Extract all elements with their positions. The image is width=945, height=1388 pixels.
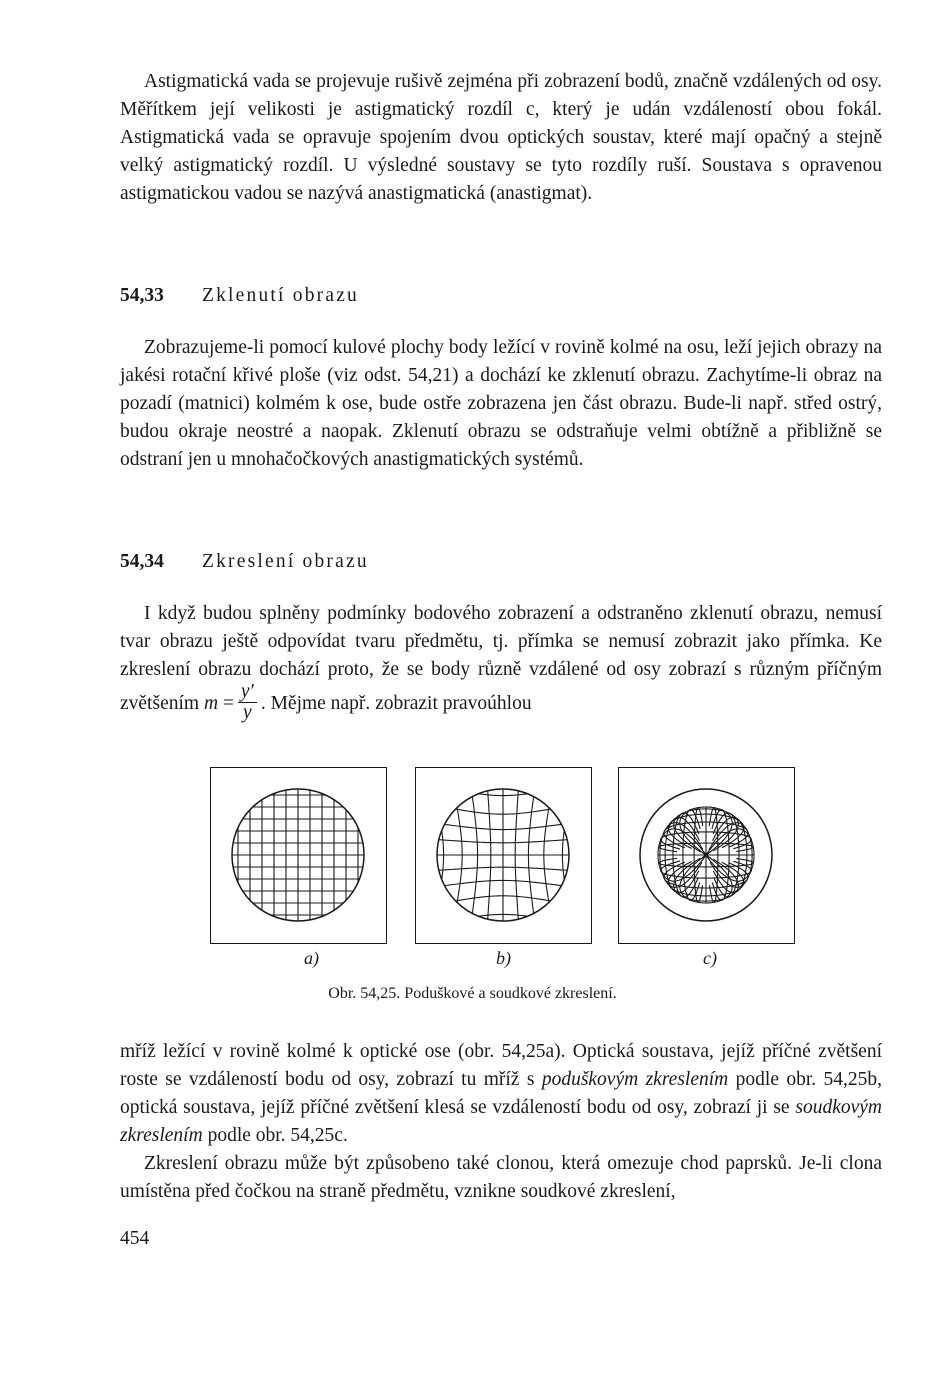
section-title: Zkreslení obrazu — [202, 551, 369, 572]
paragraph-field-curvature: Zobrazujeme-li pomocí kulové plochy body ležící v rovině kolmé na osu, leží jejich obrazy na jakési rotační křivé ploše (viz odst. 54,21) a dochází ke zklenutí obrazu. Zachytíme-li obraz na pozadí (matnici) kolmém k ose, bude ostře zobrazena jen část obrazu. Bude-li např. střed ostrý, budou okraje neostré a naopak. Zklenutí obrazu se odstraňuje velmi obtížně a přibližně se odstraní jen u mnohačočkových anastigmatických systémů. — [120, 337, 882, 470]
equals-sign: = — [222, 692, 234, 714]
fraction-numerator: y′ — [238, 682, 257, 703]
barrel-grid-drawing — [619, 768, 793, 942]
figure-caption: Obr. 54,25. Poduškové a soudkové zkreslení. — [328, 985, 617, 1002]
grid-line-horizontal — [416, 937, 590, 942]
section-heading-54-33 — [120, 282, 359, 310]
figure-label-c: c) — [703, 948, 717, 968]
square-grid-drawing — [211, 768, 385, 942]
paragraph-aperture: Zkreslení obrazu může být způsobeno také clonou, která omezuje chod paprsků. Je-li clona umístěna před čočkou na straně předmětu, vznikne soudkové zkreslení, — [120, 1153, 882, 1202]
distortion-figure — [210, 767, 798, 947]
paragraph-distortion-types: mříž ležící v rovině kolmé k optické ose (obr. 54,25a). Optická soustava, jejíž příčné zvětšení roste se vzdáleností bodu od osy, zobrazí tu mříž s poduškovým zkreslením podle obr. 54,25b, optická soustava, jejíž příčné zvětšení klesá se vzdáleností bodu od osy, zobrazí ji se soudkovým zkreslením podle obr. 54,25c. — [120, 1041, 883, 1146]
grid-line-horizontal — [416, 768, 590, 773]
pincushion-grid-drawing — [416, 768, 590, 942]
figure-label-a: a) — [304, 948, 319, 968]
section-number: 54,33 — [120, 285, 164, 306]
grid-line-vertical — [585, 768, 590, 942]
paragraph-distortion-intro: I když budou splněny podmínky bodového zobrazení a odstraněno zklenutí obrazu, nemusí tvar obrazu ještě odpovídat tvaru předmětu, tj. přímka se nemusí zobrazit jako přímka. Ke zkreslení obrazu dochází proto, že se body různě vzdálené od osy zobrazí s různým příčným zvětšením m = $\frac{y'}{y}$ . Mějme např. zobrazit pravoúhlou — [120, 603, 882, 723]
page-number: 454 — [120, 1228, 150, 1249]
symbol-m: m — [203, 692, 219, 714]
grid-line-vertical — [416, 768, 421, 942]
figure-panel-c — [618, 767, 795, 944]
fraction-denominator: y — [243, 702, 252, 723]
term-pincushion: poduškovým zkreslením — [541, 1069, 729, 1090]
section-title: Zklenutí obrazu — [202, 285, 359, 306]
figure-panel-a — [210, 767, 387, 944]
figure-label-b: b) — [496, 948, 511, 968]
section-number: 54,34 — [120, 551, 164, 572]
section-heading-54-34 — [120, 548, 369, 576]
term-barrel: soudkovým zkreslením — [120, 1097, 883, 1146]
fraction-y-prime-over-y — [238, 682, 257, 723]
paragraph-astigmatism: Astigmatická vada se projevuje rušivě zejména při zobrazení bodů, značně vzdálených od osy. Měřítkem její velikosti je astigmatický rozdíl c, který je udán vzdáleností obou fokál. Astigmatická vada se opravuje spojením dvou optických soustav, které mají opačný a stejně velký astigmatický rozdíl. U výsledné soustavy se tyto rozdíly ruší. Soustava s opravenou astigmatickou vadou se nazývá anastigmatická (anastigmat). — [120, 71, 882, 204]
figure-panel-b — [415, 767, 592, 944]
